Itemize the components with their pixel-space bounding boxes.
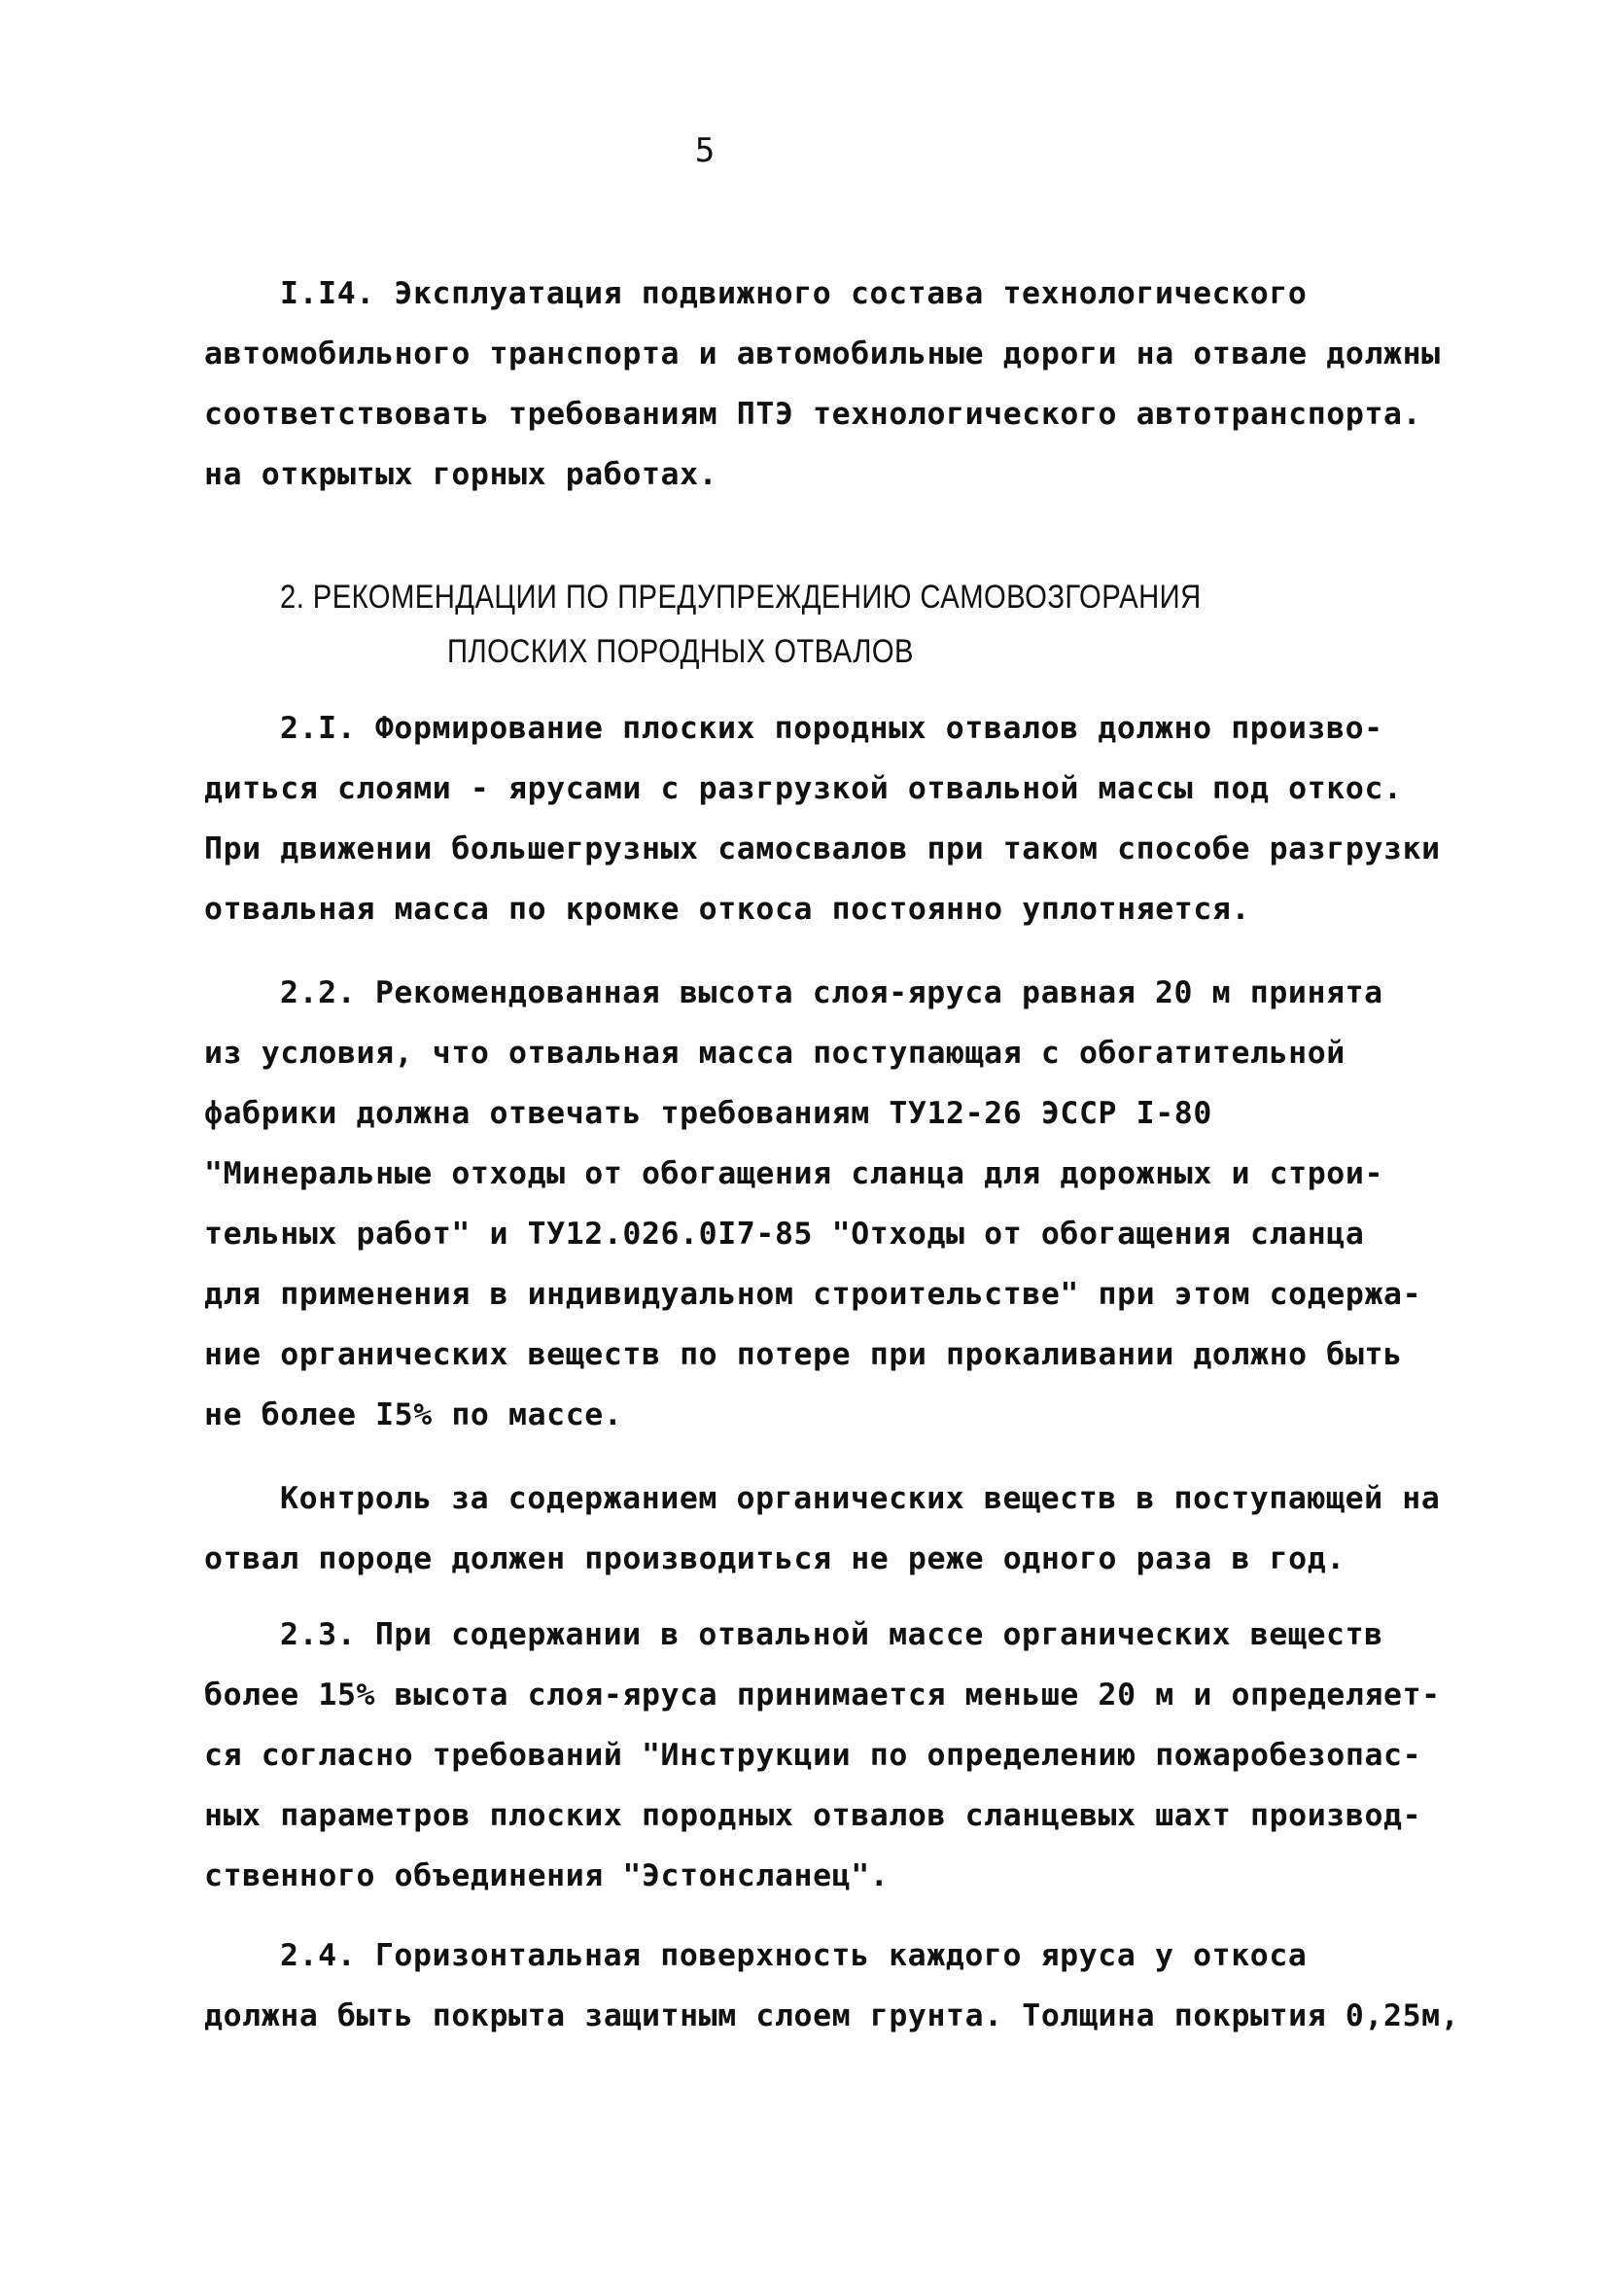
text-line: для применения в индивидуальном строительстве" при этом содержа- (204, 1277, 1422, 1312)
text-line: I.I4. Эксплуатация подвижного состава технологического (280, 276, 1308, 311)
text-line: фабрики должна отвечать требованиям ТУ12-26 ЭССР I-80 (204, 1096, 1212, 1131)
text-line: 2.4. Горизонтальная поверхность каждого яруса у откоса (280, 1938, 1308, 1973)
text-line: При движении большегрузных самосвалов при таком способе разгрузки (204, 831, 1441, 866)
section-heading (280, 570, 1202, 679)
text-line: должна быть покрыта защитным слоем грунта. Толщина покрытия 0,25м, (204, 1998, 1460, 2033)
text-line: 2.3. При содержании в отвальной массе органических веществ (280, 1617, 1383, 1652)
section-heading-line: 2. РЕКОМЕНДАЦИИ ПО ПРЕДУПРЕЖДЕНИЮ САМОВОЗГОРАНИЯ (280, 579, 1202, 616)
text-line: тельных работ" и ТУ12.026.0I7-85 "Отходы от обогащения сланца (204, 1217, 1365, 1252)
paragraph-2-1 (204, 698, 1449, 939)
paragraph-2-2 (204, 963, 1449, 1445)
text-line: не более I5% по массе. (204, 1397, 623, 1432)
text-line: Контроль за содержанием органических веществ в поступающей на (280, 1481, 1441, 1516)
text-line: на открытых горных работах. (204, 457, 718, 492)
text-line: ние органических веществ по потере при прокаливании должно быть (204, 1337, 1403, 1372)
text-line: ственного объединения "Эстонсланец". (204, 1858, 890, 1893)
paragraph-control (204, 1468, 1449, 1589)
paragraph-2-4 (204, 1925, 1460, 2046)
text-line: более 15% высота слоя-яруса принимается меньше 20 м и определяет- (204, 1678, 1441, 1713)
text-line: диться слоями - ярусами с разгрузкой отвальной массы под откос. (204, 771, 1403, 806)
text-line: соответствовать требованиям ПТЭ технологического автотранспорта. (204, 397, 1422, 432)
text-line: ся согласно требований "Инструкции по определению пожаробезопас- (204, 1738, 1422, 1773)
page-number: 5 (694, 131, 716, 170)
text-line: 2.2. Рекомендованная высота слоя-яруса равная 20 м принята (280, 975, 1383, 1010)
text-line: отвал породе должен производиться не реже одного раза в год. (204, 1541, 1346, 1576)
text-line: отвальная масса по кромке откоса постоянно уплотняется. (204, 892, 1251, 927)
text-line: из условия, что отвальная масса поступающая с обогатительной (204, 1036, 1346, 1071)
text-line: 2.I. Формирование плоских породных отвалов должно произво- (280, 711, 1383, 746)
text-line: ных параметров плоских породных отвалов сланцевых шахт производ- (204, 1798, 1422, 1833)
paragraph-2-3 (204, 1605, 1449, 1906)
text-line: "Минеральные отходы от обогащения сланца для дорожных и строи- (204, 1156, 1384, 1191)
section-heading-line: ПЛОСКИХ ПОРОДНЫХ ОТВАЛОВ (447, 633, 914, 670)
text-line: автомобильного транспорта и автомобильные дороги на отвале должны (204, 336, 1441, 371)
paragraph-1-14 (204, 264, 1449, 505)
